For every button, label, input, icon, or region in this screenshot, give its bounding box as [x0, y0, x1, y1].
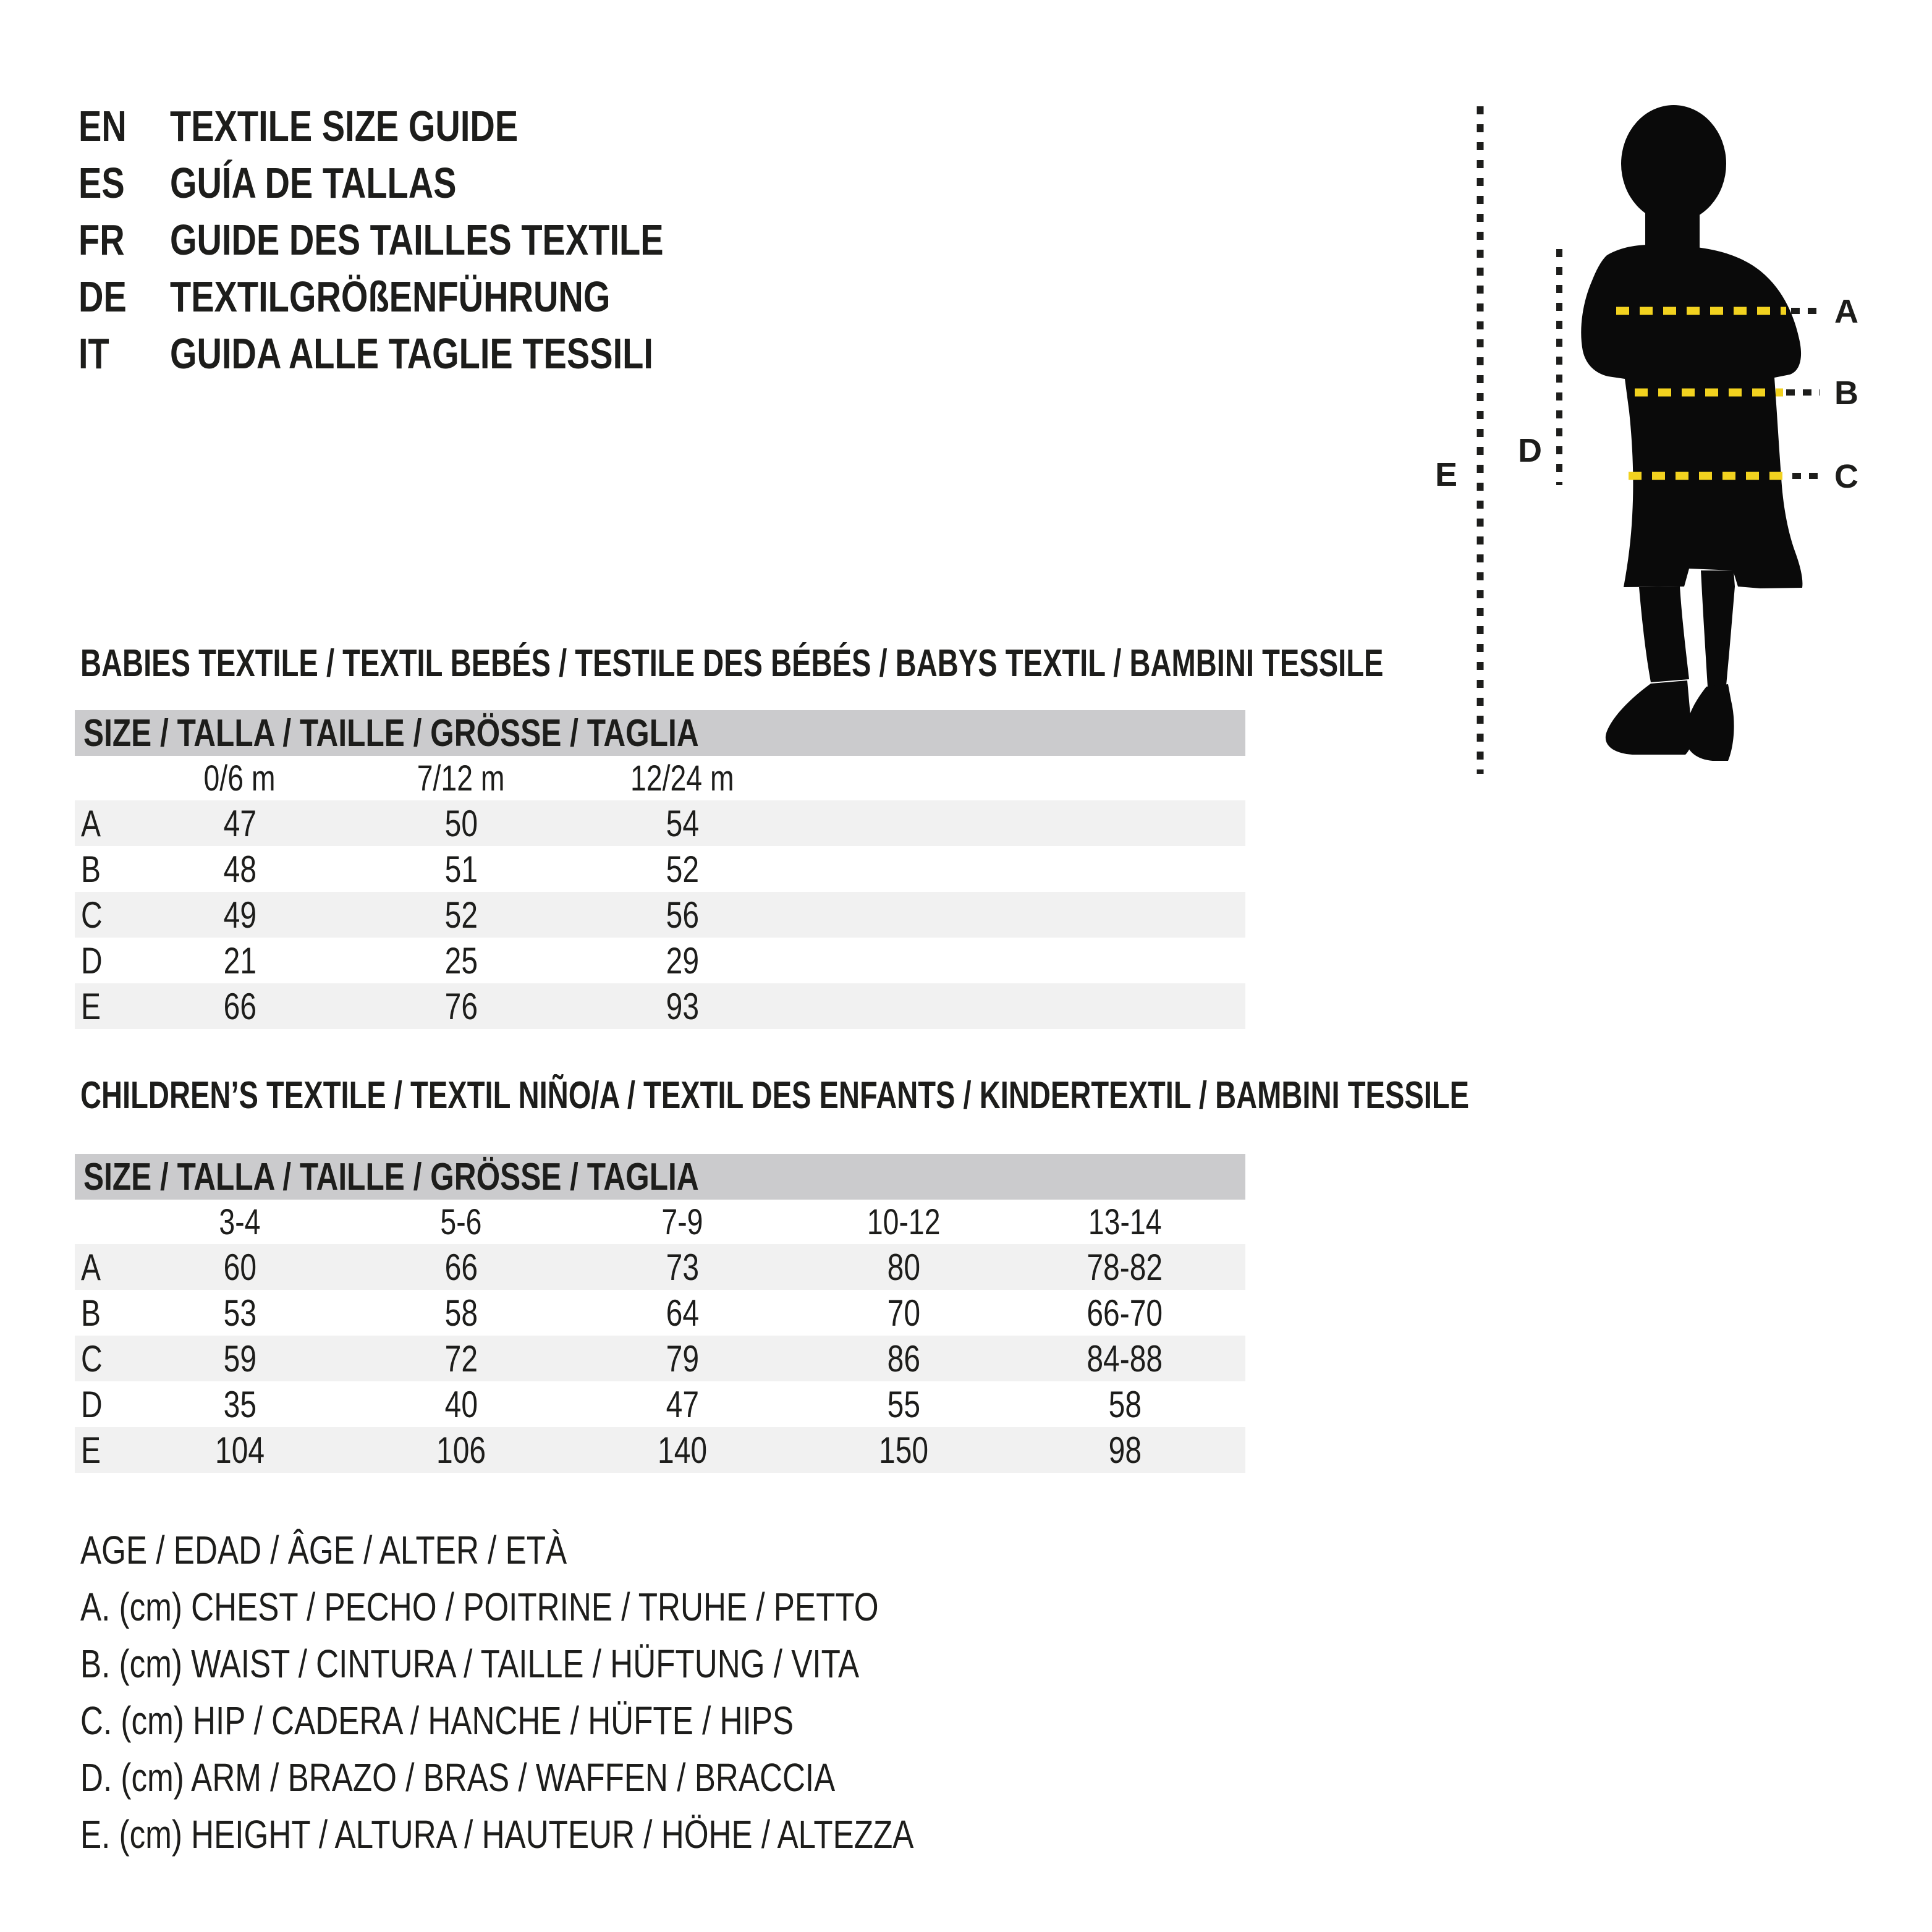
cell-value: 66 — [444, 1246, 478, 1288]
cell-value: 40 — [444, 1383, 478, 1425]
measurement-legend — [80, 1522, 1122, 1863]
cell-value: 66-70 — [1087, 1292, 1163, 1334]
cell-value: 70 — [887, 1292, 920, 1334]
cell-value: 84-88 — [1087, 1337, 1163, 1379]
row-label: A — [81, 802, 101, 844]
figure-label-height-E: E — [1435, 456, 1458, 493]
babies-col-12-24m: 12/24 m — [630, 758, 734, 799]
language-code: EN — [78, 102, 127, 150]
measurement-figure — [1421, 99, 1879, 779]
silhouette-neck — [1645, 197, 1700, 252]
table-row — [75, 1244, 1245, 1290]
guide-title-it: GUIDA ALLE TAGLIE TESSILI — [170, 329, 653, 378]
child-silhouette-icon — [1581, 105, 1802, 761]
row-label: E — [81, 1429, 101, 1471]
cell-value: 54 — [666, 802, 699, 844]
row-label: D — [81, 1383, 103, 1425]
children-col-7-9: 7-9 — [661, 1201, 703, 1242]
cell-value: 150 — [878, 1429, 929, 1471]
guide-title-de: TEXTILGRÖßENFÜHRUNG — [170, 273, 611, 321]
cell-value: 21 — [223, 939, 256, 981]
cell-value: 49 — [223, 894, 256, 936]
children-col-13-14: 13-14 — [1088, 1201, 1162, 1242]
babies-section-title: BABIES TEXTILE / TEXTIL BEBÉS / TESTILE DES BÉBÉS / BABYS TEXTIL / BAMBINI TESSILE — [80, 642, 1384, 685]
row-label: C — [81, 894, 103, 936]
children-col-3-4: 3-4 — [219, 1201, 261, 1242]
cell-value: 66 — [223, 985, 256, 1027]
cell-value: 140 — [657, 1429, 708, 1471]
cell-value: 25 — [444, 939, 478, 981]
table-row — [75, 846, 1245, 892]
children-section-title: CHILDREN’S TEXTILE / TEXTIL NIÑO/A / TEXTIL DES ENFANTS / KINDERTEXTIL / BAMBINI TESSILE — [80, 1074, 1470, 1117]
cell-value: 106 — [436, 1429, 486, 1471]
size-header-label: SIZE / TALLA / TAILLE / GRÖSSE / TAGLIA — [83, 1155, 699, 1198]
cell-value: 60 — [223, 1246, 256, 1288]
cell-value: 76 — [444, 985, 478, 1027]
silhouette-right-leg — [1701, 570, 1735, 687]
table-row — [75, 800, 1245, 846]
guide-title-en: TEXTILE SIZE GUIDE — [170, 102, 519, 150]
language-code: FR — [78, 216, 125, 264]
cell-value: 56 — [666, 894, 699, 936]
language-code: ES — [78, 159, 125, 207]
cell-value: 50 — [444, 802, 478, 844]
children-col-10-12: 10-12 — [866, 1201, 941, 1242]
cell-value: 80 — [887, 1246, 920, 1288]
cell-value: 104 — [214, 1429, 265, 1471]
cell-value: 47 — [666, 1383, 699, 1425]
figure-label-hip-C: C — [1834, 458, 1858, 495]
language-row-it — [78, 325, 787, 382]
babies-col-7-12m: 7/12 m — [417, 758, 505, 799]
figure-label-waist-B: B — [1834, 375, 1858, 412]
language-title-list — [78, 98, 787, 382]
children-size-table — [75, 1154, 1245, 1473]
silhouette-left-shoe — [1606, 680, 1693, 755]
cell-value: 79 — [666, 1337, 699, 1379]
cell-value: 29 — [666, 939, 699, 981]
table-row — [75, 938, 1245, 983]
row-label: E — [81, 985, 101, 1027]
table-row — [75, 1336, 1245, 1381]
legend-height: E. (cm) HEIGHT / ALTURA / HAUTEUR / HÖHE / ALTEZZA — [80, 1812, 914, 1857]
cell-value: 47 — [223, 802, 256, 844]
table-row — [75, 983, 1245, 1029]
cell-value: 72 — [444, 1337, 478, 1379]
cell-value: 53 — [223, 1292, 256, 1334]
cell-value: 73 — [666, 1246, 699, 1288]
legend-waist: B. (cm) WAIST / CINTURA / TAILLE / HÜFTUNG / VITA — [80, 1642, 860, 1686]
row-label: D — [81, 939, 103, 981]
table-row — [75, 1381, 1245, 1427]
legend-hip: C. (cm) HIP / CADERA / HANCHE / HÜFTE / HIPS — [80, 1698, 794, 1743]
cell-value: 35 — [223, 1383, 256, 1425]
table-row — [75, 1290, 1245, 1336]
language-row-de — [78, 268, 787, 325]
cell-value: 55 — [887, 1383, 920, 1425]
babies-column-header-row — [75, 756, 1245, 800]
legend-chest: A. (cm) CHEST / PECHO / POITRINE / TRUHE / PETTO — [80, 1585, 879, 1629]
cell-value: 64 — [666, 1292, 699, 1334]
cell-value: 58 — [1108, 1383, 1142, 1425]
cell-value: 52 — [666, 848, 699, 890]
size-header-label: SIZE / TALLA / TAILLE / GRÖSSE / TAGLIA — [83, 711, 699, 755]
guide-title-fr: GUIDE DES TAILLES TEXTILE — [170, 216, 664, 264]
table-row — [75, 1427, 1245, 1473]
legend-age: AGE / EDAD / ÂGE / ALTER / ETÀ — [80, 1528, 567, 1572]
legend-arm: D. (cm) ARM / BRAZO / BRAS / WAFFEN / BRACCIA — [80, 1755, 836, 1800]
language-row-en — [78, 98, 787, 155]
cell-value: 59 — [223, 1337, 256, 1379]
cell-value: 48 — [223, 848, 256, 890]
cell-value: 86 — [887, 1337, 920, 1379]
cell-value: 58 — [444, 1292, 478, 1334]
row-label: B — [81, 848, 101, 890]
cell-value: 78-82 — [1087, 1246, 1163, 1288]
row-label: C — [81, 1337, 103, 1379]
figure-label-arm-D: D — [1518, 432, 1542, 469]
children-table-header-bar — [75, 1154, 1245, 1200]
language-code: IT — [78, 329, 109, 378]
cell-value: 52 — [444, 894, 478, 936]
language-row-fr — [78, 211, 787, 268]
babies-table-header-bar — [75, 710, 1245, 756]
guide-title-es: GUÍA DE TALLAS — [170, 159, 457, 207]
silhouette-right-shoe — [1685, 684, 1734, 761]
language-code: DE — [78, 273, 127, 321]
row-label: B — [81, 1292, 101, 1334]
cell-value: 93 — [666, 985, 699, 1027]
babies-col-0-6m: 0/6 m — [203, 758, 276, 799]
children-column-header-row — [75, 1200, 1245, 1244]
cell-value: 98 — [1108, 1429, 1142, 1471]
silhouette-left-leg — [1639, 587, 1689, 682]
babies-size-table — [75, 710, 1245, 1029]
children-col-5-6: 5-6 — [440, 1201, 482, 1242]
row-label: A — [81, 1246, 101, 1288]
silhouette-torso-shorts — [1581, 245, 1802, 588]
table-row — [75, 892, 1245, 938]
figure-label-chest-A: A — [1834, 293, 1858, 330]
cell-value: 51 — [444, 848, 478, 890]
language-row-es — [78, 155, 787, 211]
